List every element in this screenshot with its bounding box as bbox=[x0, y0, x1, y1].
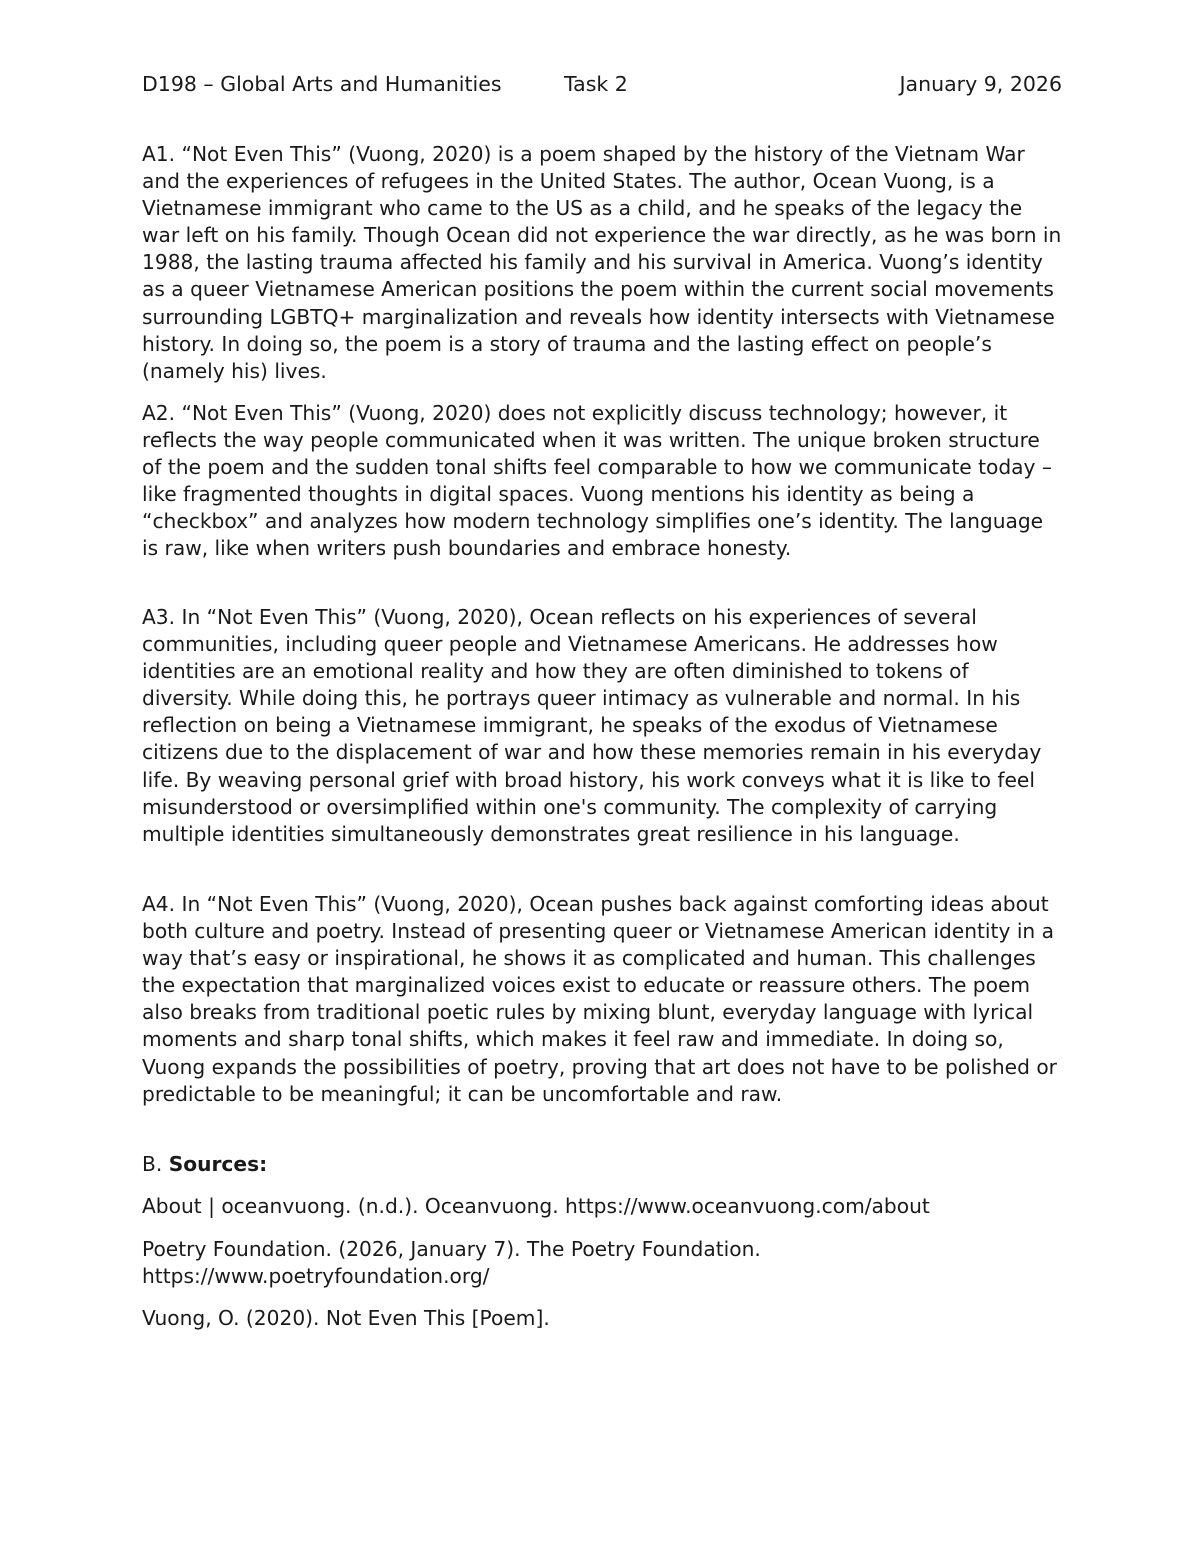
section-a4-paragraph: A4. In “Not Even This” (Vuong, 2020), Ocean pushes back against comforting ideas about both culture and poetry. Instead of presenting queer or Vietnamese American identity in a way that’s easy or inspirational, he shows it as complicated and human. This challenges the expectation that marginalized voices exist to educate or reassure others. The poem also breaks from traditional poetic rules by mixing blunt, everyday language with lyrical moments and sharp tonal shifts, which makes it feel raw and immediate. In doing so, Vuong expands the possibilities of poetry, proving that art does not have to be polished or predictable to be meaningful; it can be uncomfortable and raw. bbox=[142, 892, 1057, 1106]
sources-prefix: B. bbox=[142, 1152, 169, 1176]
sources-heading bbox=[142, 1151, 1062, 1178]
source-entry: Poetry Foundation. (2026, January 7). The Poetry Foundation. https://www.poetryfoundation.org/ bbox=[142, 1237, 761, 1289]
course-title: D198 – Global Arts and Humanities bbox=[142, 72, 502, 96]
sources-title: Sources: bbox=[168, 1152, 268, 1176]
section-a2-paragraph: A2. “Not Even This” (Vuong, 2020) does not explicitly discuss technology; however, it reflects the way people communicated when it was written. The unique broken structure of the poem and the sudden tonal shifts feel comparable to how we communicate today – like fragmented thoughts in digital spaces. Vuong mentions his identity as being a “checkbox” and analyzes how modern technology simplifies one’s identity. The language is raw, like when writers push boundaries and embrace honesty. bbox=[142, 401, 1053, 561]
source-entry: About | oceanvuong. (n.d.). Oceanvuong. https://www.oceanvuong.com/about bbox=[142, 1194, 930, 1218]
source-entry: Vuong, O. (2020). Not Even This [Poem]. bbox=[142, 1306, 550, 1330]
section-a3-paragraph: A3. In “Not Even This” (Vuong, 2020), Ocean reflects on his experiences of several communities, including queer people and Vietnamese Americans. He addresses how identities are an emotional reality and how they are often diminished to tokens of diversity. While doing this, he portrays queer intimacy as vulnerable and normal. In his reflection on being a Vietnamese immigrant, he speaks of the exodus of Vietnamese citizens due to the displacement of war and how these memories remain in his everyday life. By weaving personal grief with broad history, his work conveys what it is like to feel misunderstood or oversimplified within one's community. The complexity of carrying multiple identities simultaneously demonstrates great resilience in his language. bbox=[142, 605, 1042, 846]
page-header bbox=[142, 68, 1062, 100]
header-date: January 9, 2026 bbox=[899, 72, 1062, 96]
task-label: Task 2 bbox=[564, 72, 628, 96]
document-page bbox=[142, 68, 1062, 1330]
section-a1-paragraph: A1. “Not Even This” (Vuong, 2020) is a poem shaped by the history of the Vietnam War and the experiences of refugees in the United States. The author, Ocean Vuong, is a Vietnamese immigrant who came to the US as a child, and he speaks of the legacy the war left on his family. Though Ocean did not experience the war directly, as he was born in 1988, the lasting trauma affected his family and his survival in America. Vuong’s identity as a queer Vietnamese American positions the poem within the current social movements surrounding LGBTQ+ marginalization and reveals how identity intersects with Vietnamese history. In doing so, the poem is a story of trauma and the lasting effect on people’s (namely his) lives. bbox=[142, 142, 1062, 383]
